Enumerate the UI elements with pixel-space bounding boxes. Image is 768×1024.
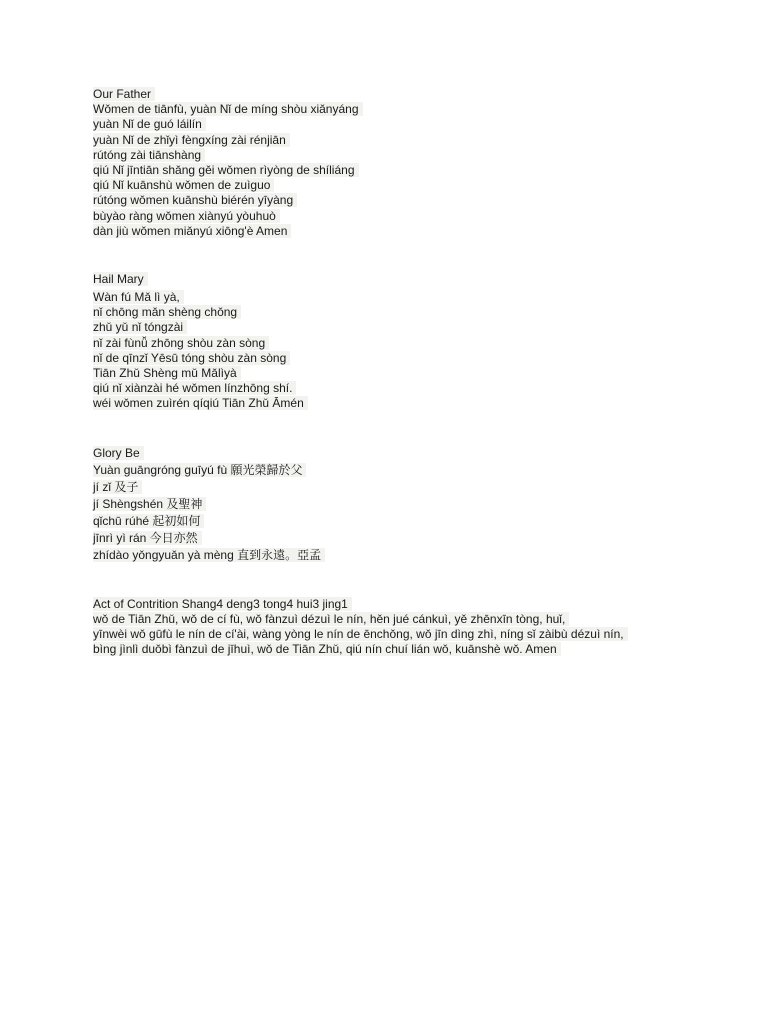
prayer-line: dàn jiù wǒmen miǎnyú xiōng'è Amen xyxy=(93,224,693,239)
act-of-contrition-title: Act of Contrition Shang4 deng3 tong4 hui3 jing1 xyxy=(93,597,693,612)
prayer-line: jí zǐ 及子 xyxy=(93,479,693,496)
hail-mary-title: Hail Mary xyxy=(93,272,693,287)
prayer-line: Tiān Zhǔ Shèng mǔ Mǎlìyà xyxy=(93,366,693,381)
hail-mary-section xyxy=(93,272,693,412)
prayer-line: bùyào ràng wǒmen xiànyú yòuhuò xyxy=(93,209,693,224)
prayer-line: Wǒmen de tiānfù, yuàn Nǐ de míng shòu xiǎnyáng xyxy=(93,102,693,117)
prayer-line: qiú Nǐ jīntiān shǎng gěi wǒmen rìyòng de shíliáng xyxy=(93,163,693,178)
prayer-line: jí Shèngshén 及聖神 xyxy=(93,496,693,513)
prayer-line: zhǔ yǔ nǐ tóngzài xyxy=(93,320,693,335)
prayer-line: qiú nǐ xiànzài hé wǒmen línzhōng shí. xyxy=(93,381,693,396)
prayer-line: nǐ chōng mǎn shèng chǒng xyxy=(93,305,693,320)
our-father-title: Our Father xyxy=(93,87,693,102)
prayer-line: wǒ de Tiān Zhǔ, wǒ de cí fù, wǒ fànzuì dézuì le nín, hěn jué cánkuì, yě zhēnxīn tòng, huǐ, xyxy=(93,612,693,627)
prayer-line: nǐ de qīnzǐ Yēsū tóng shòu zàn sòng xyxy=(93,351,693,366)
prayer-line: rútóng wǒmen kuānshù biérén yīyàng xyxy=(93,193,693,208)
glory-be-title: Glory Be xyxy=(93,445,693,462)
prayer-line: wéi wǒmen zuìrén qíqiú Tiān Zhǔ Āmén xyxy=(93,396,693,411)
prayer-line: zhídào yǒngyuǎn yà mèng 直到永遠。亞孟 xyxy=(93,547,693,564)
prayer-line: Wàn fú Mǎ lì yà, xyxy=(93,290,693,305)
prayer-line: bìng jìnlì duǒbì fànzuì de jīhuì, wǒ de Tiān Zhǔ, qiú nín chuí lián wǒ, kuānshè wǒ. Amen xyxy=(93,642,693,657)
prayer-line: nǐ zài fùnǚ zhōng shòu zàn sòng xyxy=(93,336,693,351)
document-page xyxy=(93,87,693,657)
our-father-section xyxy=(93,87,693,239)
prayer-line: qiú Nǐ kuānshù wǒmen de zuìguo xyxy=(93,178,693,193)
prayer-line: yīnwèi wǒ gūfù le nín de cí'ài, wàng yòng le nín de ēnchǒng, wǒ jīn dìng zhì, níng sǐ zàibù dézuì nín, xyxy=(93,627,693,642)
glory-be-section xyxy=(93,445,693,564)
prayer-line: rútóng zài tiānshàng xyxy=(93,148,693,163)
prayer-line: yuàn Nǐ de zhǐyì fèngxíng zài rénjiān xyxy=(93,133,693,148)
act-of-contrition-section xyxy=(93,597,693,658)
prayer-line: Yuàn guāngróng guīyú fù 願光榮歸於父 xyxy=(93,462,693,479)
prayer-line: jīnrì yì rán 今日亦然 xyxy=(93,530,693,547)
prayer-line: yuàn Nǐ de guó láilín xyxy=(93,117,693,132)
prayer-line: qǐchū rúhé 起初如何 xyxy=(93,513,693,530)
